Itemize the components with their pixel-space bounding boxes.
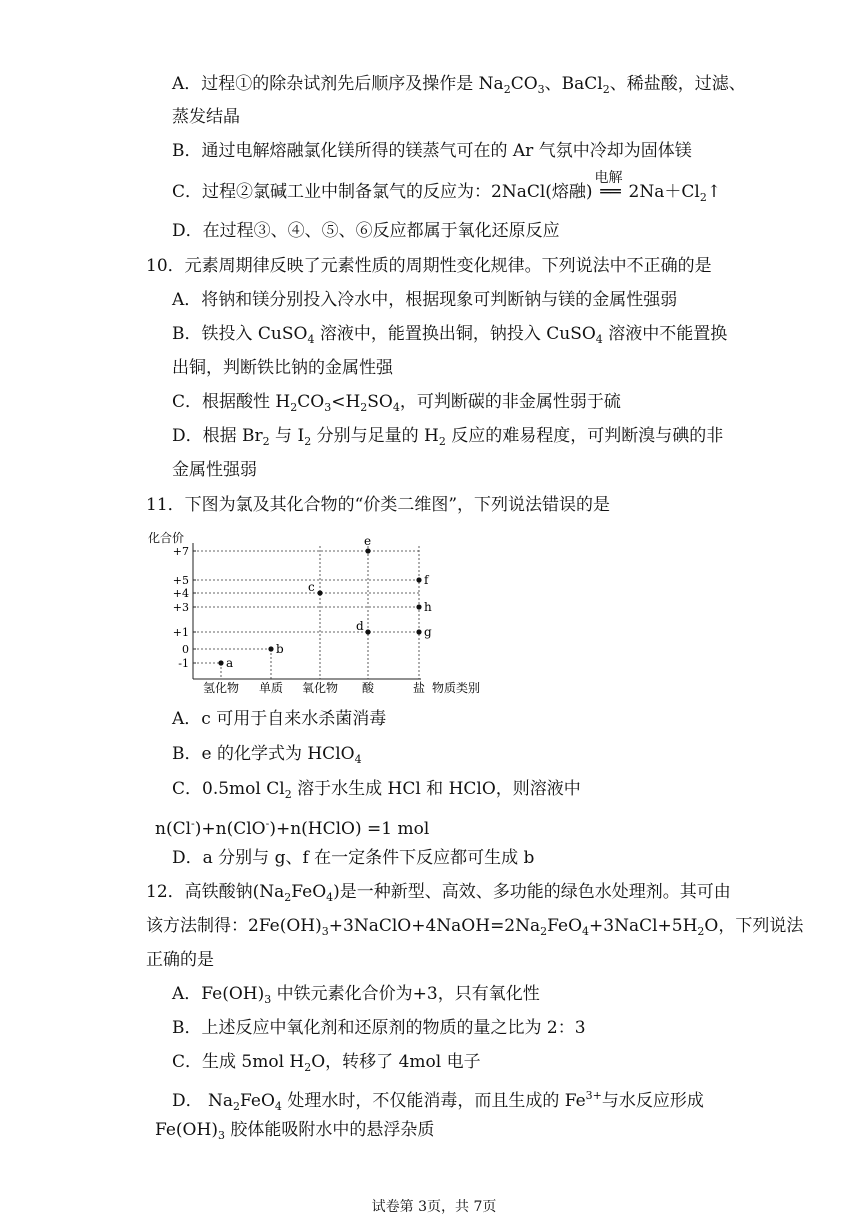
- q9-option-a-cont: 蒸发结晶: [172, 107, 240, 127]
- data-point-label: e: [364, 534, 372, 548]
- y-tick-label: +1: [172, 626, 189, 639]
- data-point-label: c: [308, 580, 315, 594]
- y-tick-label: -1: [178, 657, 189, 670]
- q9-option-c: C．过程②氯碱工业中制备氯气的反应为：2NaCl(熔融) 电解 ══ $2Na+Cl_2↑$: [172, 180, 721, 210]
- q12-option-c: C．生成 5mol $H_2O$，转移了 4mol 电子: [172, 1052, 481, 1074]
- data-point-label: f: [424, 573, 429, 587]
- y-tick-label: +5: [172, 574, 189, 587]
- x-category-label: 盐: [412, 681, 426, 695]
- q12-stem: 12．高铁酸钠$(Na_2FeO_4)$是一种新型、高效、多功能的绿色水处理剂。其可由: [146, 882, 731, 904]
- q10-stem: 10．元素周期律反映了元素性质的周期性变化规律。下列说法中不正确的是: [146, 256, 712, 276]
- q12-option-a: A．$Fe(OH)_3$ 中铁元素化合价为+3，只有氧化性: [172, 984, 540, 1006]
- y-tick-label: +7: [172, 545, 189, 558]
- data-point-label: b: [276, 642, 284, 656]
- x-category-label: 单质: [258, 681, 284, 695]
- data-point-label: h: [424, 600, 432, 614]
- q12-option-d-cont: $Fe(OH)_3$ 胶体能吸附水中的悬浮杂质: [155, 1120, 435, 1142]
- data-point-label: g: [424, 625, 432, 639]
- valence-class-chart: [145, 528, 485, 698]
- q9-option-a: A．过程①的除杂试剂先后顺序及操作是 $Na_2CO_3$、BaCl$_2$、稀盐酸，过滤、: [172, 74, 746, 96]
- q11-option-c: C．0.5mol $Cl_2$ 溶于水生成 HCl 和 HClO，则溶液中: [172, 779, 581, 801]
- q10-option-a: A．将钠和镁分别投入冷水中，根据现象可判断钠与镁的金属性强弱: [172, 290, 678, 310]
- q11-option-c-cont: n(Cl-)+n(ClO-)+n(HClO) =1 mol: [155, 817, 430, 839]
- x-category-label: 氧化物: [301, 681, 339, 695]
- y-tick-label: 0: [182, 643, 189, 656]
- q9-option-b: B．通过电解熔融氯化镁所得的镁蒸气可在的 Ar 气氛中冷却为固体镁: [172, 141, 692, 161]
- reaction-condition: 电解: [594, 170, 623, 186]
- q10-option-d-cont: 金属性强弱: [172, 460, 257, 480]
- q9-option-d: D．在过程③、④、⑤、⑥反应都属于氧化还原反应: [172, 221, 560, 241]
- data-point-e: [365, 548, 370, 553]
- y-tick-label: +4: [172, 587, 189, 600]
- data-point-d: [365, 629, 370, 634]
- q12-stem-line3: 正确的是: [146, 950, 214, 970]
- q12-option-d: D． $Na_2FeO_4$ 处理水时，不仅能消毒，而且生成的 $Fe^{3+}$与水反应形成: [172, 1089, 704, 1113]
- q12-option-b: B．上述反应中氧化剂和还原剂的物质的量之比为 2：3: [172, 1018, 586, 1038]
- q12-stem-line2: 该方法制得：$2Fe(OH)_3+3NaClO+4NaOH=2Na_2FeO_4+3NaCl+5H_2O$，下列说法: [146, 916, 804, 938]
- x-category-label: 酸: [361, 681, 375, 695]
- data-point-label: d: [356, 619, 364, 633]
- data-point-a: [218, 660, 223, 665]
- page-footer: 试卷第 3页，共 7页: [371, 1199, 497, 1215]
- y-tick-label: +3: [172, 601, 189, 614]
- equals-sign: ══: [600, 182, 621, 202]
- q11-option-d: D．a 分别与 g、f 在一定条件下反应都可生成 b: [172, 848, 535, 868]
- data-point-h: [416, 604, 421, 609]
- q11-option-a: A．c 可用于自来水杀菌消毒: [172, 709, 387, 729]
- q10-option-b-cont: 出铜，判断铁比钠的金属性强: [172, 358, 393, 378]
- x-category-label: 氢化物: [202, 681, 240, 695]
- q11-option-b: B．e 的化学式为 HClO$_4$: [172, 744, 362, 766]
- data-point-f: [416, 577, 421, 582]
- data-point-c: [317, 590, 322, 595]
- y-axis-label: 化合价: [148, 531, 185, 545]
- data-point-g: [416, 629, 421, 634]
- data-point-label: a: [226, 656, 234, 670]
- data-point-b: [268, 646, 273, 651]
- q10-option-b: B．铁投入 CuSO$_4$ 溶液中，能置换出铜，钠投入 CuSO$_4$ 溶液中不能置换: [172, 324, 728, 346]
- q11-stem: 11．下图为氯及其化合物的“价类二维图”，下列说法错误的是: [146, 495, 611, 515]
- q10-option-d: D．根据 $Br_2$ 与 $I_2$ 分别与足量的 $H_2$ 反应的难易程度，可判断溴与碘的非: [172, 426, 724, 448]
- q10-option-c: C．根据酸性 $H_2CO_3<H_2SO_4$，可判断碳的非金属性弱于硫: [172, 392, 621, 414]
- x-axis-label: 物质类别: [432, 681, 481, 695]
